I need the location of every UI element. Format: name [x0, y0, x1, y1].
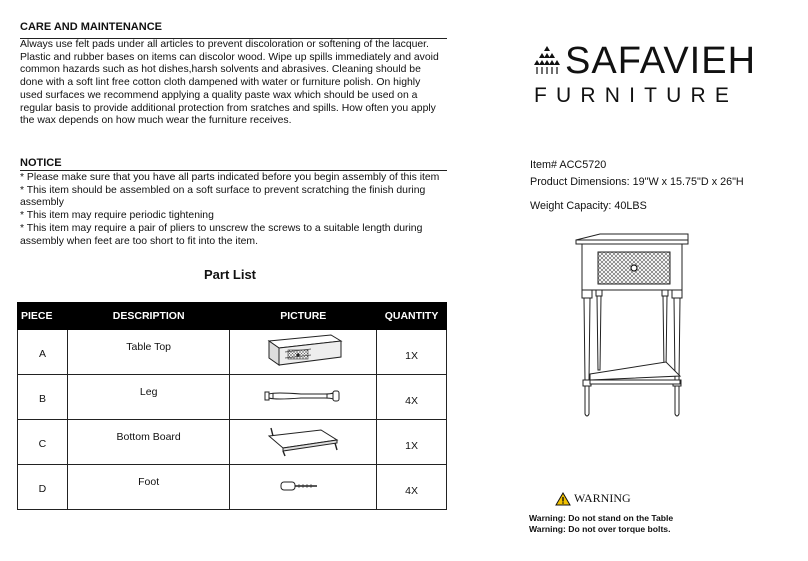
brand-logo	[531, 38, 771, 110]
table-row	[18, 330, 447, 375]
side-table-illustration	[570, 230, 700, 426]
bottom-board-icon	[261, 424, 345, 458]
quantity-cell: 1X	[377, 330, 447, 375]
picture-cell	[230, 330, 377, 375]
description-cell: Leg	[67, 375, 230, 420]
parts-table	[17, 302, 447, 510]
piece-cell: B	[18, 375, 68, 420]
product-dimensions: Product Dimensions: 19"W x 15.75"D x 26"H	[530, 176, 744, 188]
notice-item: * This item should be assembled on a soft surface to prevent scratching the finish during assembly	[20, 184, 426, 209]
description-cell: Foot	[67, 465, 230, 510]
table-row	[18, 420, 447, 465]
table-top-icon	[261, 331, 345, 371]
warning-triangle-icon	[555, 492, 571, 506]
quantity-cell: 4X	[377, 465, 447, 510]
header-picture: PICTURE	[230, 303, 377, 330]
piece-cell: D	[18, 465, 68, 510]
header-quantity: QUANTITY	[377, 303, 447, 330]
notice-item: * Please make sure that you have all parts indicated before you begin assembly of this item	[20, 172, 440, 183]
item-number: Item# ACC5720	[530, 159, 607, 171]
care-title: CARE AND MAINTENANCE	[20, 21, 162, 33]
care-text: Always use felt pads under all articles to prevent discoloration or softening of the lacquer. Plastic and rubber bases on items can discolor wood. Wipe up spills immediately and avoid common hazards such as hot dishes,harsh solvents and abrasives. Cleaning should be done with a soft lint free cotton cloth dampened with water or furniture polish. On highly used surfaces we recommend applying a quality paste wax which should be used on a regular basis to provide additional protection from sratches and spills. How often you apply the wax depends on how much wear the furniture receives.	[20, 39, 439, 127]
leg-icon	[261, 386, 345, 406]
header-description: DESCRIPTION	[67, 303, 230, 330]
picture-cell	[230, 375, 377, 420]
warning-line: Warning: Do not stand on the Table	[529, 513, 674, 523]
picture-cell	[230, 420, 377, 465]
foot-icon	[273, 476, 333, 496]
warning-line: Warning: Do not over torque bolts.	[529, 524, 671, 534]
part-list-title: Part List	[203, 267, 256, 282]
quantity-cell: 4X	[377, 375, 447, 420]
description-cell: Bottom Board	[67, 420, 230, 465]
parts-table-header	[18, 303, 447, 330]
notice-item: * This item may require periodic tightening	[20, 210, 214, 222]
notice-divider	[20, 170, 447, 171]
notice-item: * This item may require a pair of pliers to unscrew the screws to a suitable length during assembly when feet are too short to fit into the item.	[20, 222, 423, 247]
notice-title: NOTICE	[20, 157, 62, 169]
quantity-cell: 1X	[377, 420, 447, 465]
picture-cell	[230, 465, 377, 510]
weight-capacity: Weight Capacity: 40LBS	[530, 200, 647, 212]
piece-cell: A	[18, 330, 68, 375]
warning-badge	[555, 491, 631, 506]
brand-subtitle: FURNITURE	[534, 84, 739, 107]
table-row	[18, 375, 447, 420]
warning-label: WARNING	[574, 491, 631, 505]
piece-cell: C	[18, 420, 68, 465]
description-cell: Table Top	[67, 330, 230, 375]
table-row	[18, 465, 447, 510]
brand-emblem-icon	[531, 44, 563, 76]
notice-list	[20, 172, 440, 248]
brand-name: SAFAVIEH	[565, 40, 757, 82]
header-piece: PIECE	[18, 303, 68, 330]
